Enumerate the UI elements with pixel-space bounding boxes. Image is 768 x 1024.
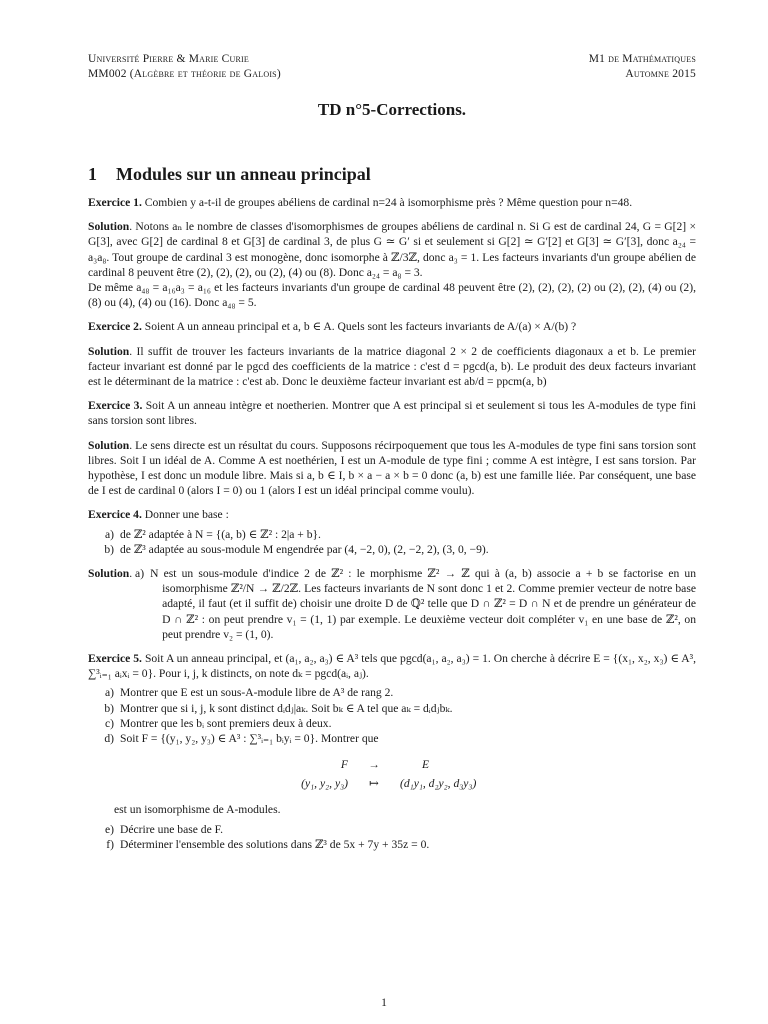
list-item <box>88 731 696 746</box>
exercise-3-text: Soit A un anneau intègre et noetherien. Montrer que A est principal si et seulement si tous les A-modules de type fini sans torsion sont libres. <box>88 399 696 428</box>
solution-3-label: Solution <box>88 438 130 452</box>
solution-4-marker: . a) <box>129 567 145 581</box>
solution-2-text: . Il suffit de trouver les facteurs invariants de la matrice diagonal 2 × 2 de coefficients diagonaux a et b. Le premier facteur invariant est donné par le pgcd des coefficients de la matrice : c'est d = pgcd(a, b). Le produit des deux facteurs invariant est le déterminant de la matrice : c'est ab. Donc le deuxième facteur invariant est ab/d = ppcm(a, b) <box>88 344 696 389</box>
map-mapsto: ↦ <box>369 777 379 791</box>
solution-1 <box>88 219 696 310</box>
exercise-5-label: Exercice 5. <box>88 652 142 666</box>
exercise-1-label: Exercice 1. <box>88 196 142 209</box>
item-marker: b) <box>104 701 114 715</box>
map-target-element: (d₁y₁, d₂y₂, d₃y₃) <box>400 777 477 791</box>
list-item <box>88 527 696 542</box>
solution-3 <box>88 438 696 499</box>
map-codomain: E <box>422 758 430 772</box>
item-marker: b) <box>104 542 114 556</box>
solution-1-text-2: De même a₄₈ = a₁₆a₃ = a₁₆ et les facteurs invariants d'un groupe de cardinal 48 peuvent être (2), (2), (2), (2) ou (2), (2), (4) ou (2), (8) ou (4), (4) ou (16). Donc a₄₈ = 5. <box>88 281 696 310</box>
header-right <box>589 52 696 82</box>
solution-2-label: Solution <box>88 344 130 358</box>
page-content <box>88 52 696 852</box>
semester: Automne 2015 <box>625 68 696 80</box>
exercise-2-label: Exercice 2. <box>88 320 142 334</box>
exercise-1-text: Combien y a-t-il de groupes abéliens de cardinal n=24 à isomorphisme près ? Même question pour n=48. <box>144 196 633 209</box>
section-number: 1 <box>88 164 97 184</box>
exercise-4 <box>88 507 696 557</box>
header-left <box>88 52 281 82</box>
list-item <box>88 837 696 852</box>
exercise-4-list <box>88 527 696 557</box>
solution-4-label: Solution <box>88 567 130 581</box>
map-arrow: → <box>368 758 380 772</box>
list-item <box>88 685 696 700</box>
item-marker: f) <box>106 837 114 851</box>
solution-3-text: . Le sens directe est un résultat du cours. Supposons récirpoquement que tous les A-modules de type fini sans torsion sont libres. Soit I un idéal de A. Comme A est noethérien, I est un A-module de type fini ; comme A est intègre, I est sans torsion. Par hypothèse, I est donc un module libre. Mais si a, b ∈ I, b × a − a × b = 0 donc (a, b) est une famille liée. Par conséquent, une base de I est de cardinal 0 (alors I = 0) ou 1 (alors I est un idéal principal comme voulu). <box>88 438 696 498</box>
item-marker: a) <box>104 527 114 541</box>
exercise-3-label: Exercice 3. <box>88 399 143 413</box>
item-marker: d) <box>104 732 114 746</box>
map-domain: F <box>340 758 348 772</box>
exercise-5 <box>88 651 696 852</box>
solution-2 <box>88 344 696 390</box>
section-heading <box>88 164 696 185</box>
item-marker: a) <box>104 686 114 700</box>
item-text: Montrer que E est un sous-A-module libre de A³ de rang 2. <box>120 686 394 700</box>
solution-4-text: N est un sous-module d'indice 2 de ℤ² : le morphisme ℤ² → ℤ qui à (a, b) associe a + b se factorise en un isomorphisme ℤ²/N → ℤ/2ℤ. Les facteurs invariants de N sont donc 1 et 2. Comme premier vecteur de notre base adapté, il faut (et il suffit de) choisir une droite D de ℚ² telle que D ∩ ℤ² = D ∩ N et de prendre un générateur de D ∩ ℤ² : on peut prendre v₁ = (1, 1) par exemple. Le deuxième vecteur doit compléter v₁ en une base de ℤ², on peut prendre v₂ = (1, 0). <box>150 567 696 641</box>
document-header <box>88 52 696 82</box>
map-source-element: (y₁, y₂, y₃) <box>301 777 348 791</box>
item-text: Déterminer l'ensemble des solutions dans ℤ³ de 5x + 7y + 35z = 0. <box>120 837 430 851</box>
item-text: Décrire une base de F. <box>120 822 224 836</box>
exercise-2-text: Soient A un anneau principal et a, b ∈ A. Quels sont les facteurs invariants de A/(a) × A/(b) ? <box>144 320 577 334</box>
document-title: TD n°5-Corrections. <box>317 100 467 119</box>
item-text: de ℤ³ adaptée au sous-module M engendrée par (4, −2, 0), (2, −2, 2), (3, 0, −9). <box>120 542 489 556</box>
solution-1-text: . Notons aₙ le nombre de classes d'isomorphismes de groupes abéliens de cardinal n. Si G est de cardinal 24, G = G[2] × G[3], avec G[2] de cardinal 8 et G[3] de cardinal 3, de plus G ≃ G′ si et seulement si G[2] ≃ G′[2] et G[3] ≃ G′[3], donc a₂₄ = a₃a₈. Tout groupe de cardinal 3 est monogène, donc isomorphe à ℤ/3ℤ, donc a₃ = 1. Les facteurs invariants d'un groupe abélien de cardinal 8 peuvent être (2), (2), (2), ou (2), (4) ou (8). Donc a₂₄ = a₈ = 3. <box>88 220 696 279</box>
exercise-5-list-2 <box>88 822 696 852</box>
item-text: Montrer que si i, j, k sont distinct dᵢdⱼ|aₖ. Soit bₖ ∈ A tel que aₖ = dᵢdⱼbₖ. <box>120 701 453 715</box>
solution-1-label: Solution <box>88 220 130 234</box>
exercise-4-text: Donner une base : <box>144 508 229 522</box>
isomorphism-caption: est un isomorphisme de A-modules. <box>114 803 281 817</box>
solution-4-lead <box>88 566 150 642</box>
exercise-2 <box>88 319 696 334</box>
list-item <box>88 701 696 716</box>
exercise-3 <box>88 398 696 428</box>
item-marker: e) <box>104 822 114 836</box>
list-item <box>88 716 696 731</box>
exercise-5-text: Soit A un anneau principal, et (a₁, a₂, a₃) ∈ A³ tels que pgcd(a₁, a₂, a₃) = 1. On cherche à décrire E = {(x₁, x₂, x₃) ∈ A³, ∑³ᵢ₌₁ aᵢxᵢ = 0}. Pour i, j, k distincts, on note dₖ = pgcd(aᵢ, aⱼ). <box>88 652 696 681</box>
university-name: Université Pierre & Marie Curie <box>88 53 250 65</box>
exercise-1 <box>88 195 696 210</box>
item-text: Montrer que les bᵢ sont premiers deux à deux. <box>120 716 332 730</box>
exercise-5-list <box>88 685 696 746</box>
isomorphism-display <box>88 754 696 794</box>
exercise-4-label: Exercice 4. <box>88 508 142 522</box>
solution-4 <box>88 566 696 642</box>
solution-4-body <box>150 566 696 642</box>
course-name: MM002 (Algèbre et théorie de Galois) <box>88 68 281 80</box>
list-item <box>88 822 696 837</box>
item-marker: c) <box>104 716 114 730</box>
list-item <box>88 542 696 557</box>
item-text: Soit F = {(y₁, y₂, y₃) ∈ A³ : ∑³ᵢ₌₁ bᵢyᵢ = 0}. Montrer que <box>120 732 379 746</box>
page-number: 1 <box>381 996 387 1009</box>
item-text: de ℤ² adaptée à N = {(a, b) ∈ ℤ² : 2|a + b}. <box>120 527 321 541</box>
section-title: Modules sur un anneau principal <box>116 164 371 184</box>
program-name: M1 de Mathématiques <box>588 53 696 65</box>
